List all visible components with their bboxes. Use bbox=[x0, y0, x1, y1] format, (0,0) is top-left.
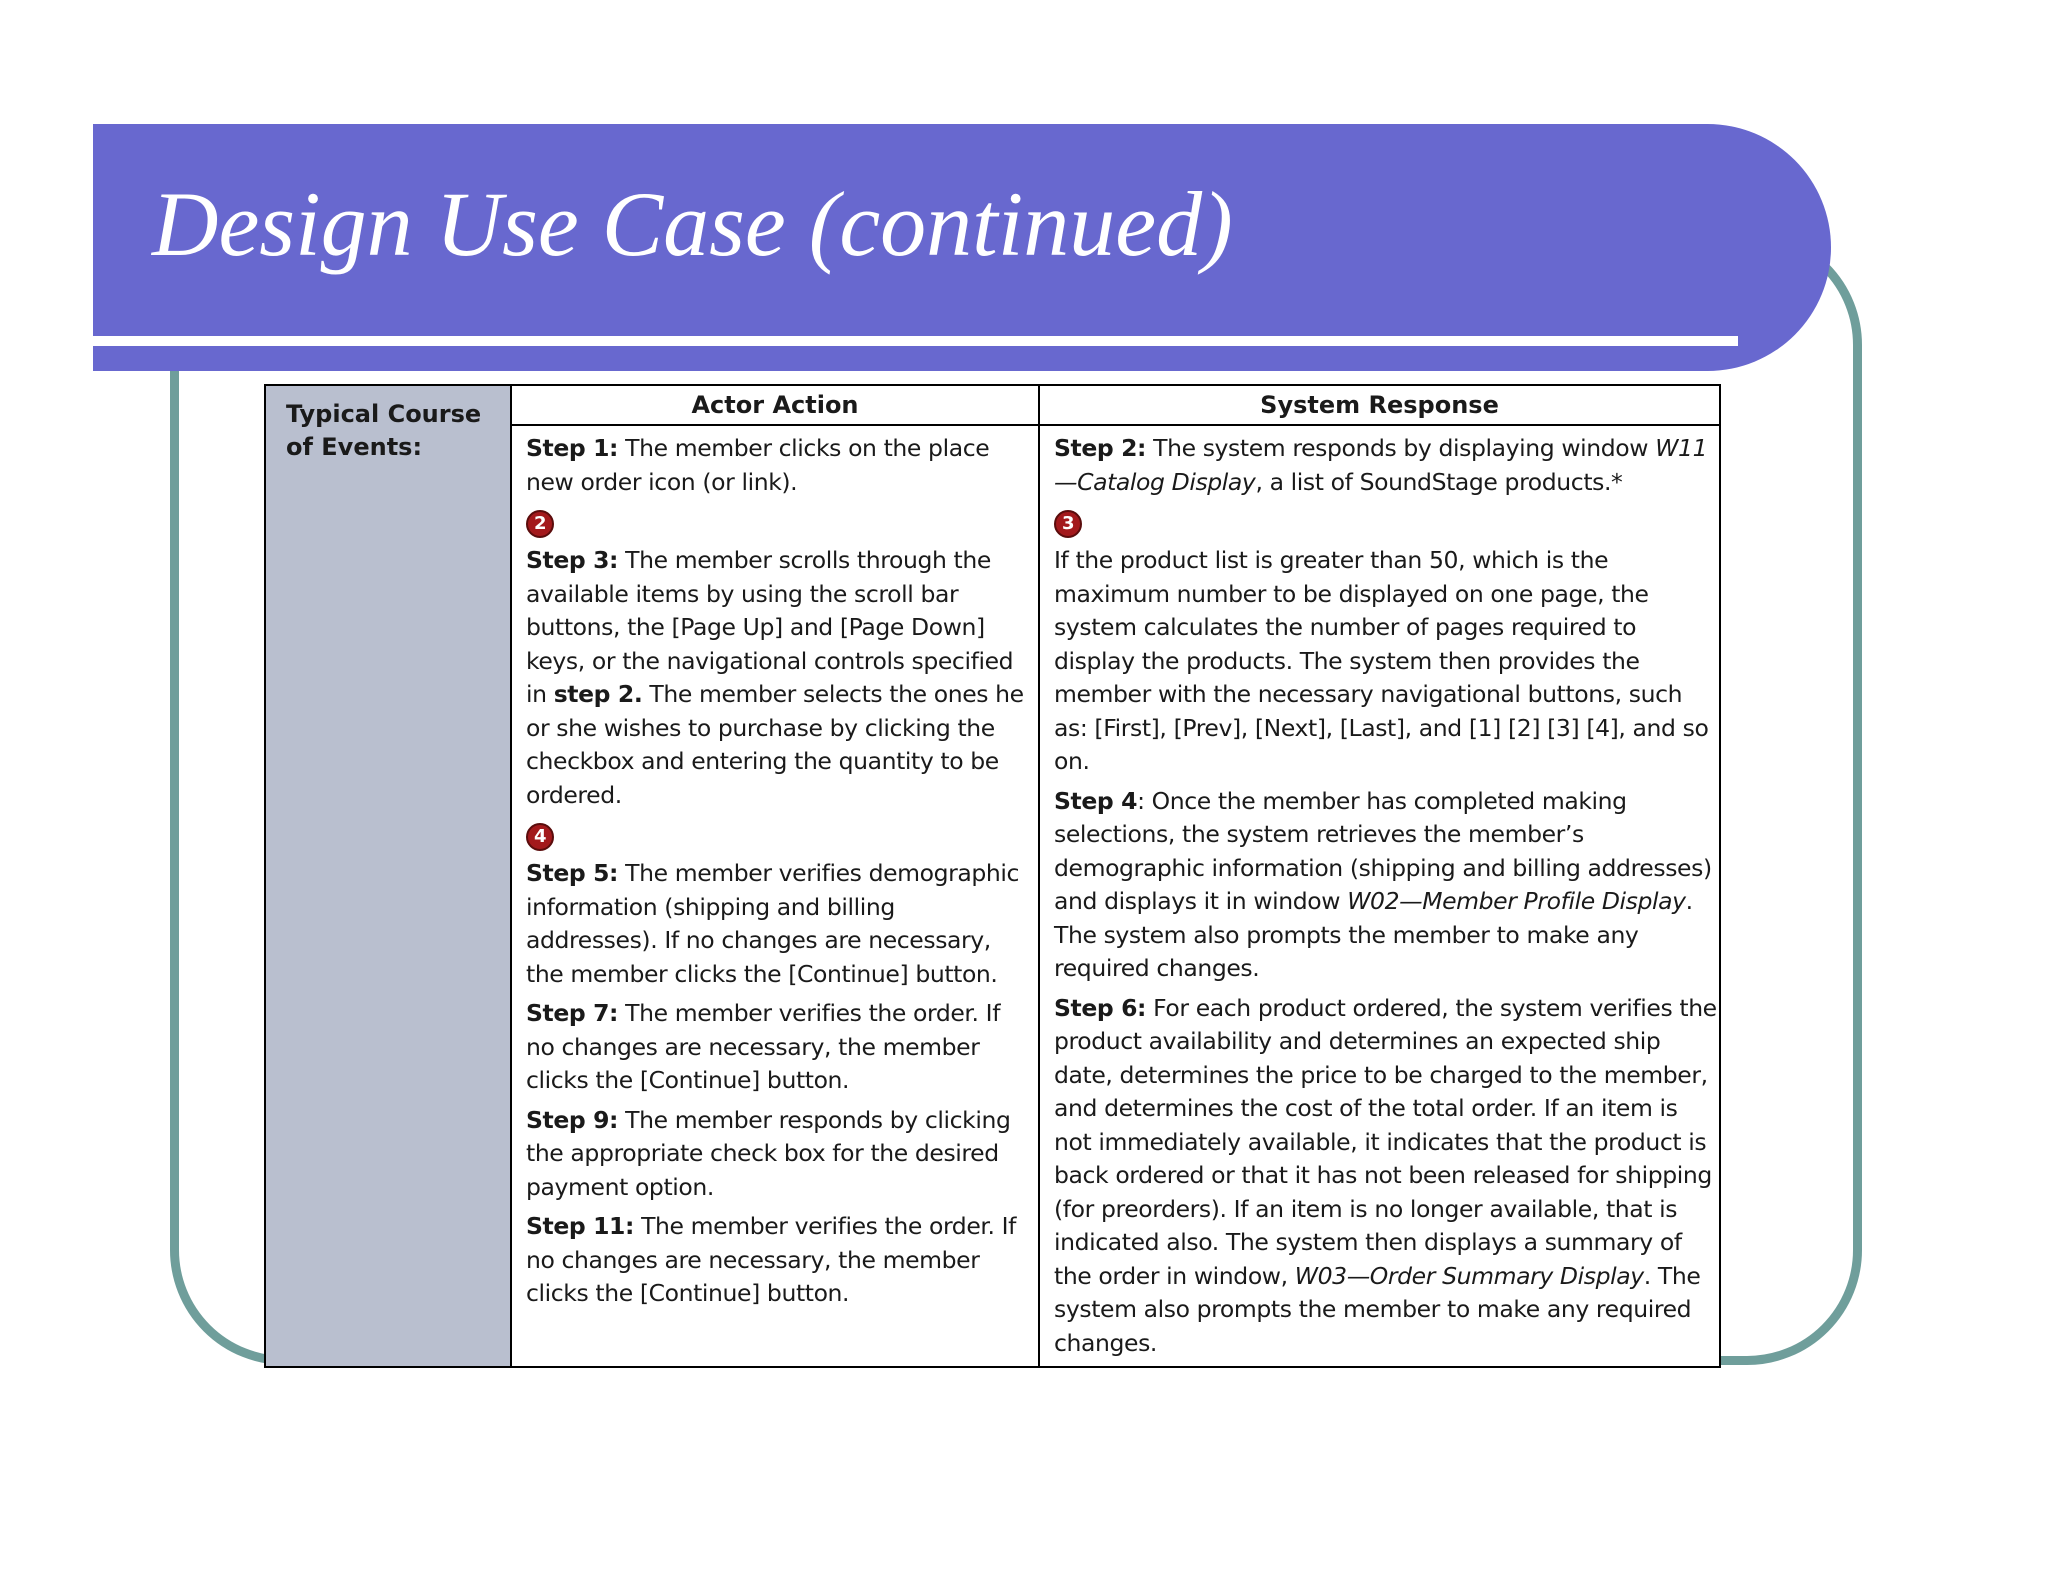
step-text: The member responds by clicking the appropriate check box for the desired payment option. bbox=[526, 1105, 1011, 1201]
column-header-system-response: System Response bbox=[1039, 385, 1720, 425]
step-label: Step 5: bbox=[526, 859, 619, 887]
step-text: The system responds by displaying window bbox=[1146, 434, 1656, 462]
system-step-4 bbox=[1054, 785, 1719, 986]
step-text: , a list of SoundStage products.* bbox=[1255, 467, 1623, 496]
step-label: Step 7: bbox=[526, 999, 619, 1027]
system-paging-note: If the product list is greater than 50, which is the maximum number to be displayed on one page, the system calculates the number of pages required to display the products. The system then provides the member with the necessary navigational buttons, such as: [First], [Prev], [Next], [Last], and [1] [2] [3] [4], and so on. bbox=[1054, 546, 1709, 775]
step-marker-3: 3 bbox=[1054, 510, 1082, 538]
step-label: Step 9: bbox=[526, 1105, 619, 1134]
actor-step-9 bbox=[526, 1104, 1024, 1205]
actor-step-11 bbox=[526, 1210, 1024, 1311]
column-header-actor-action: Actor Action bbox=[511, 385, 1039, 425]
step-marker-4: 4 bbox=[526, 823, 554, 851]
actor-action-cell bbox=[511, 425, 1039, 1367]
step-text: The member verifies the order. If no changes are necessary, the member clicks the [Continue] button. bbox=[526, 999, 1001, 1094]
actor-step-5 bbox=[526, 857, 1024, 991]
step-text: The member verifies the order. If no changes are necessary, the member clicks the [Continue] button. bbox=[526, 1212, 1017, 1307]
window-reference: W11—Catalog Display bbox=[1054, 434, 1708, 496]
actor-step-7 bbox=[526, 997, 1024, 1098]
title-underline bbox=[93, 336, 1738, 346]
system-step-6 bbox=[1054, 992, 1719, 1361]
step-text: The member scrolls through the available items by using the scroll bar buttons, the [Page Up] and [Page Down] keys, or the navigational controls specified in bbox=[526, 546, 1014, 708]
step-text: : Once the member has completed making selections, the system retrieves the member’s demographic information (shipping and billing addresses) and displays it in window bbox=[1054, 786, 1712, 915]
table-header-row bbox=[265, 385, 1720, 425]
step-text: For each product ordered, the system verifies the product availability and determines an expected ship date, determines the price to be charged to the member, and determines the cost of the total order. If an item is not immediately available, it indicates that the product is back ordered or that it has not been released for shipping (for preorders). If an item is no longer available, that is indicated also. The system then displays a summary of the order in window, bbox=[1054, 993, 1717, 1290]
slide-title: Design Use Case (continued) bbox=[152, 173, 1233, 275]
system-response-cell bbox=[1039, 425, 1720, 1367]
step-marker-2: 2 bbox=[526, 510, 554, 538]
step-label: Step 1: bbox=[526, 434, 619, 462]
step-text: The member verifies demographic information (shipping and billing addresses). If no changes are necessary, the member clicks the [Continue] button. bbox=[526, 859, 1020, 988]
use-case-table-wrap bbox=[264, 384, 1719, 1357]
window-reference: W02—Member Profile Display bbox=[1347, 887, 1686, 915]
step-label: Step 6: bbox=[1054, 993, 1147, 1022]
step-text: . The system also prompts the member to make any required changes. bbox=[1054, 887, 1693, 982]
step-label: Step 2: bbox=[1054, 434, 1147, 462]
step-text: The member selects the ones he or she wishes to purchase by clicking the checkbox and entering the quantity to be ordered. bbox=[526, 680, 1024, 809]
step-label: Step 11: bbox=[526, 1212, 635, 1240]
step-label: Step 3: bbox=[526, 546, 619, 574]
system-step-2 bbox=[1054, 432, 1719, 499]
actor-step-3 bbox=[526, 544, 1024, 812]
step-reference: step 2. bbox=[553, 680, 643, 708]
use-case-table bbox=[264, 384, 1721, 1368]
row-label-typical-course: Typical Course of Events: bbox=[265, 385, 511, 1367]
step-label: Step 4 bbox=[1054, 786, 1138, 815]
step-text: The member clicks on the place new order icon (or link). bbox=[526, 434, 990, 496]
actor-step-1 bbox=[526, 432, 1024, 499]
window-reference: W03—Order Summary Display bbox=[1294, 1261, 1644, 1290]
step-text: . The system also prompts the member to make any required changes. bbox=[1054, 1261, 1701, 1357]
